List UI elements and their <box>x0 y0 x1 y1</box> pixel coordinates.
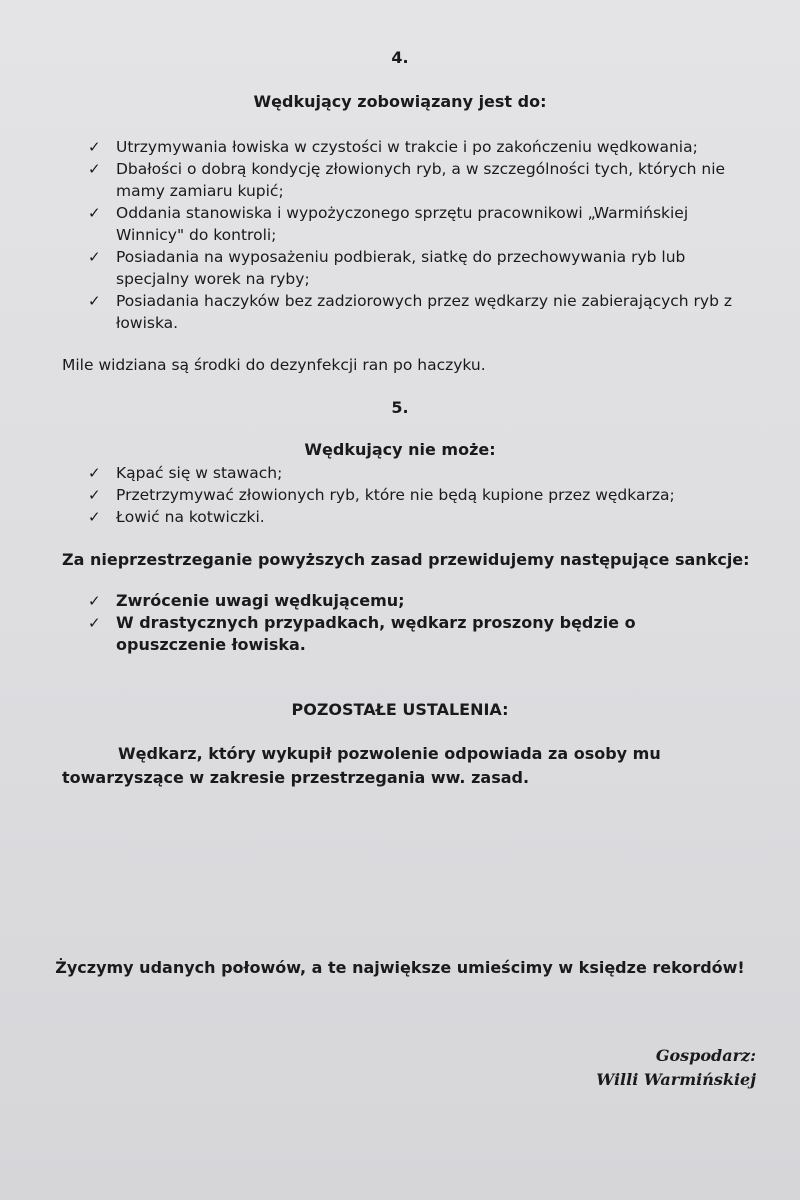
checkmark-icon: ✓ <box>88 508 101 526</box>
list-item: ✓ Łowić na kotwiczki. <box>88 508 265 526</box>
section-4-list <box>88 136 768 334</box>
list-item: ✓ Posiadania haczyków bez zadziorowych przez wędkarzy nie zabierających ryb z łowiska. <box>88 292 732 332</box>
list-item: ✓ Dbałości o dobrą kondycję złowionych ryb, a w szczególności tych, których nie mamy zamiaru kupić; <box>88 160 726 200</box>
sanctions-intro: Za nieprzestrzeganie powyższych zasad przewidujemy następujące sankcje: <box>62 550 750 569</box>
checkmark-icon: ✓ <box>88 592 101 610</box>
closing-wish: Życzymy udanych połowów, a te największe umieścimy w księdze rekordów! <box>55 958 745 977</box>
sanctions-list <box>88 590 728 656</box>
list-item: ✓ W drastycznych przypadkach, wędkarz proszony będzie o opuszczenie łowiska. <box>88 613 636 654</box>
checkmark-icon: ✓ <box>88 614 101 632</box>
list-item: ✓ Przetrzymywać złowionych ryb, które nie będą kupione przez wędkarza; <box>88 486 675 504</box>
section-4-heading: Wędkujący zobowiązany jest do: <box>253 92 547 111</box>
section-4-number: 4. <box>391 48 409 67</box>
checkmark-icon: ✓ <box>88 138 101 156</box>
list-item: ✓ Utrzymywania łowiska w czystości w trakcie i po zakończeniu wędkowania; <box>88 138 698 156</box>
section-5-heading: Wędkujący nie może: <box>304 440 496 459</box>
section-4-note: Mile widziana są środki do dezynfekcji ran po haczyku. <box>62 356 486 374</box>
list-item: ✓ Posiadania na wyposażeniu podbierak, siatkę do przechowywania ryb lub specjalny worek na ryby; <box>88 248 686 288</box>
signature-title: Gospodarz: <box>655 1046 756 1065</box>
signature-block <box>456 1044 756 1092</box>
other-provisions-heading: POZOSTAŁE USTALENIA: <box>291 700 509 719</box>
checkmark-icon: ✓ <box>88 248 101 266</box>
checkmark-icon: ✓ <box>88 486 101 504</box>
list-item: ✓ Oddania stanowiska i wypożyczonego sprzętu pracownikowi „Warmińskiej Winnicy" do kontroli; <box>88 204 689 244</box>
list-item: ✓ Kąpać się w stawach; <box>88 464 283 482</box>
checkmark-icon: ✓ <box>88 160 101 178</box>
section-5-number: 5. <box>391 398 409 417</box>
signature-name: Willi Warmińskiej <box>596 1070 756 1089</box>
other-provisions-paragraph: Wędkarz, który wykupił pozwolenie odpowiada za osoby mu towarzyszące w zakresie przestrzegania ww. zasad. <box>62 744 661 787</box>
checkmark-icon: ✓ <box>88 292 101 310</box>
section-5-list <box>88 462 768 528</box>
list-item: ✓ Zwrócenie uwagi wędkującemu; <box>88 591 405 610</box>
checkmark-icon: ✓ <box>88 464 101 482</box>
checkmark-icon: ✓ <box>88 204 101 222</box>
